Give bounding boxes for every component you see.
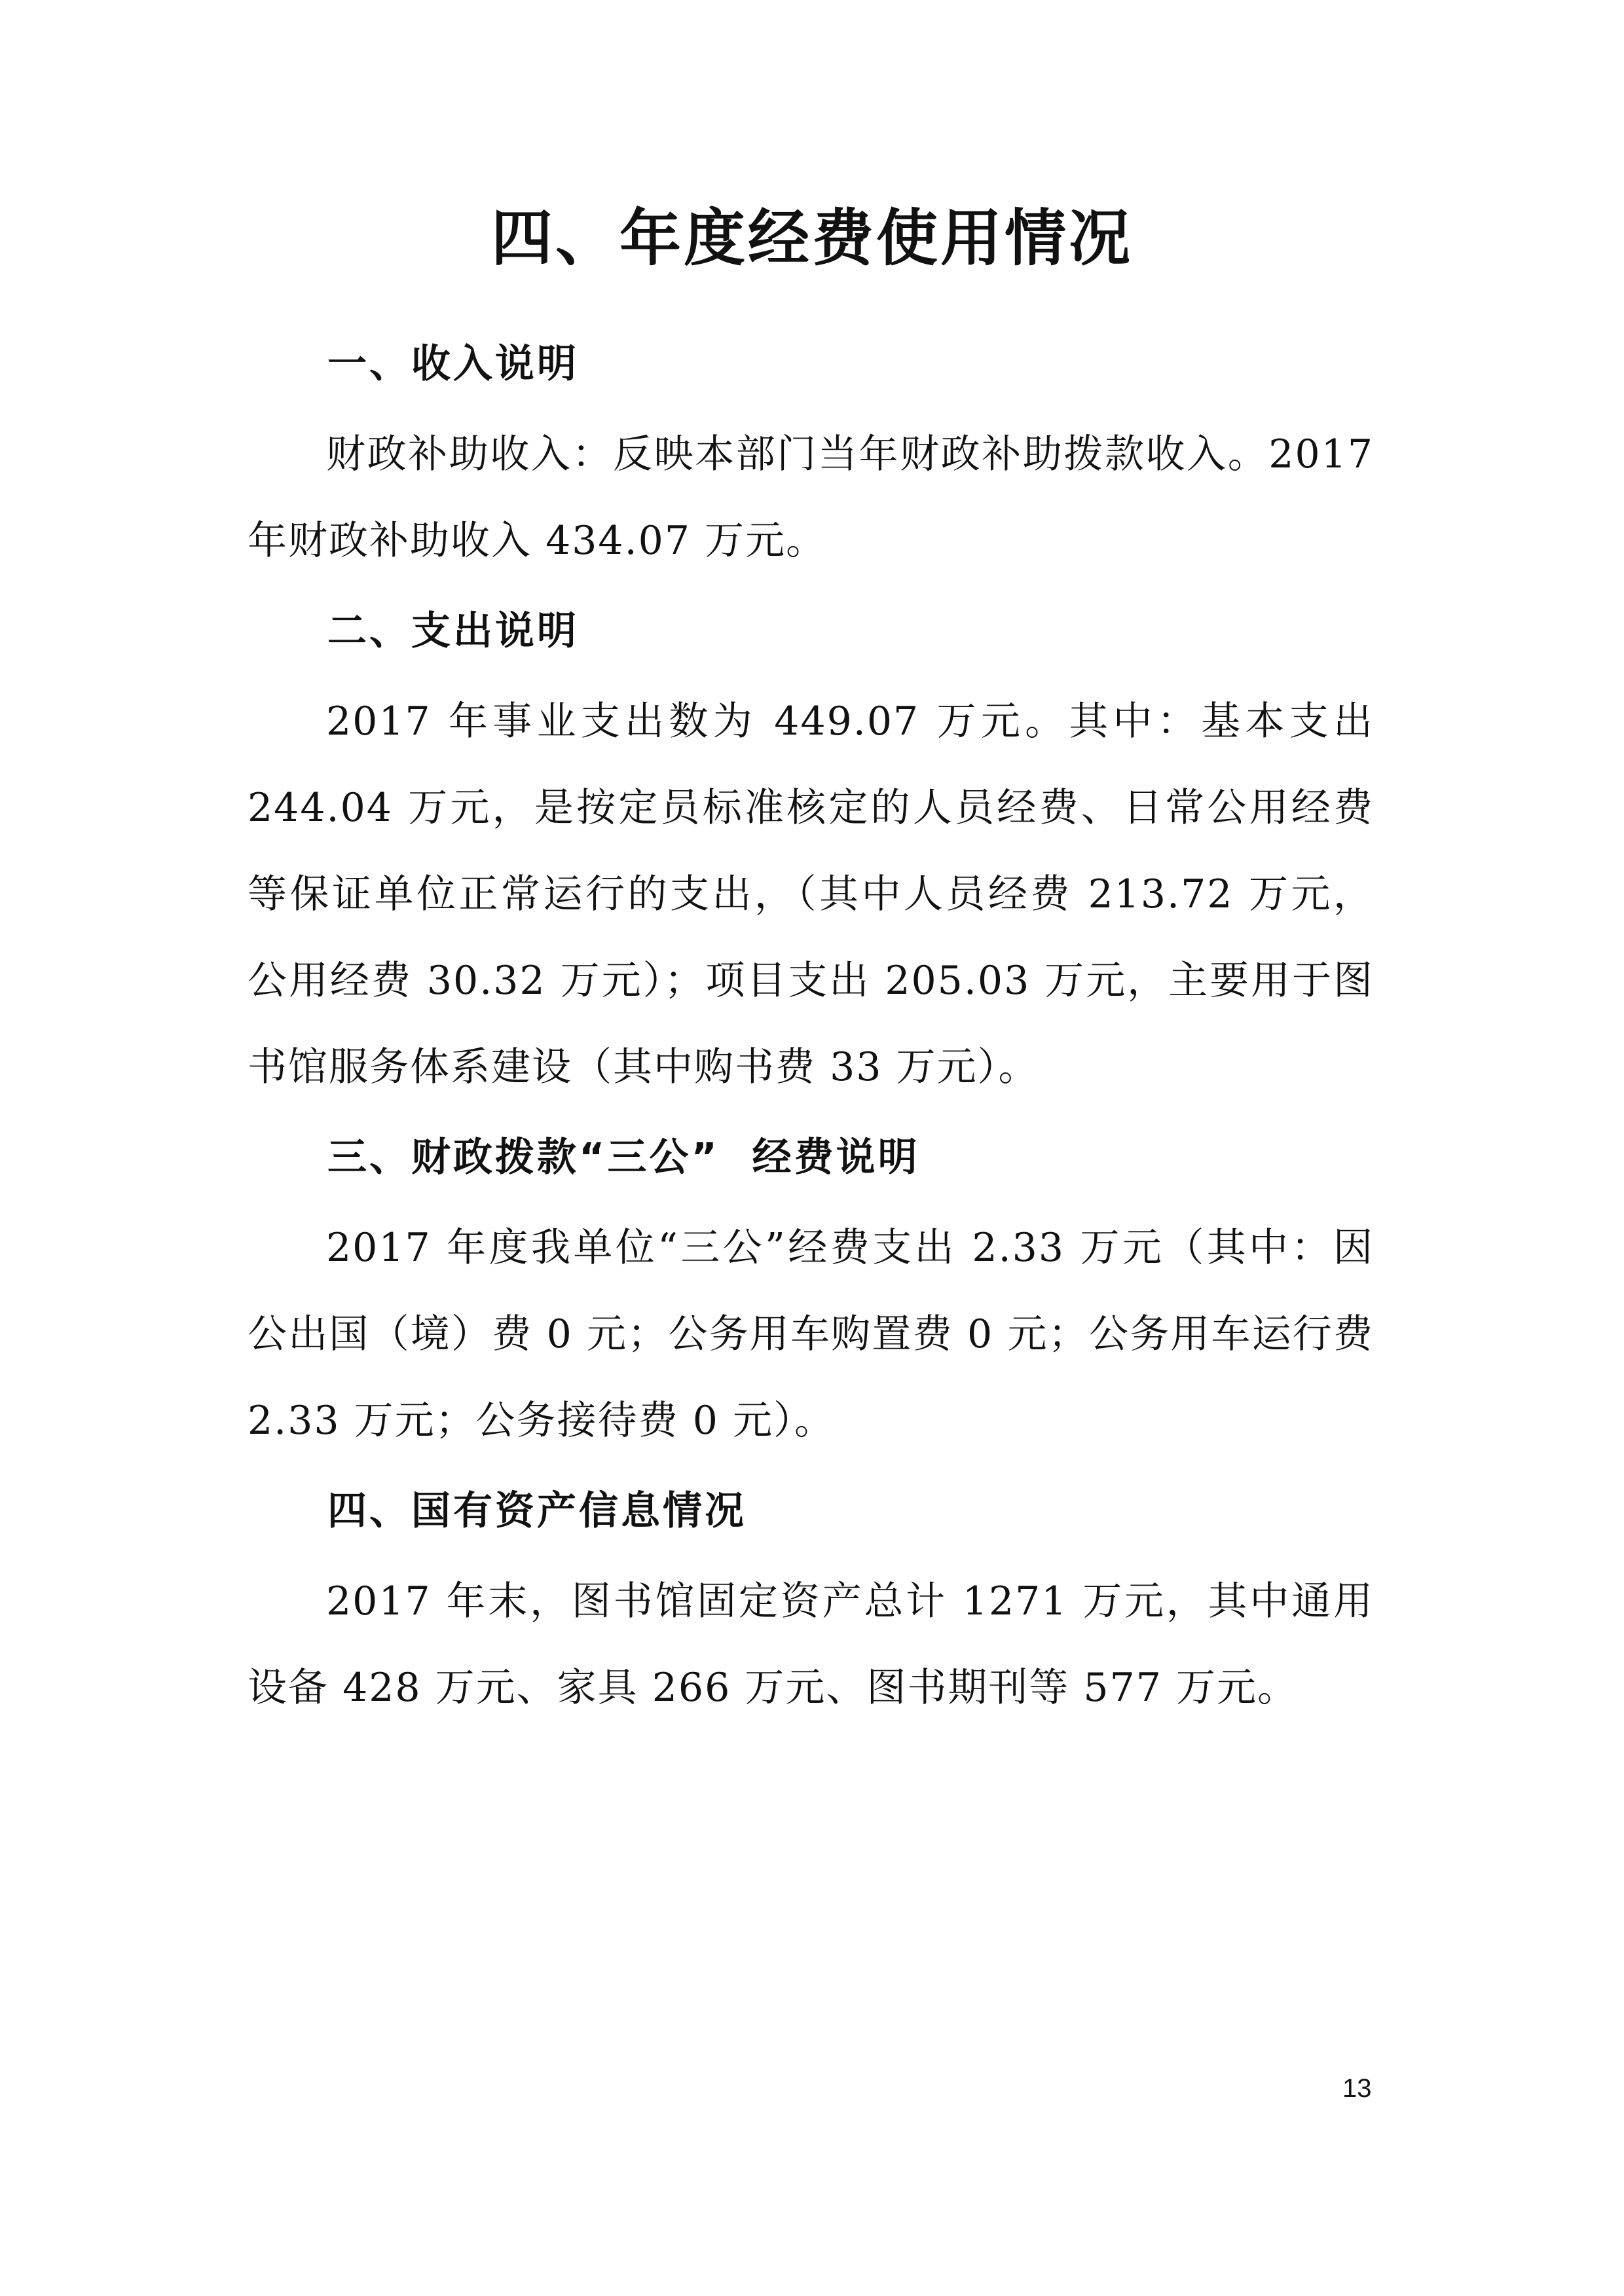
page-title: 四、年度经费使用情况	[490, 203, 1133, 274]
document-body	[248, 321, 1374, 1735]
section-heading-three-public: 三、财政拨款“三公” 经费说明	[327, 1135, 920, 1180]
section-heading-expenditure: 二、支出说明	[327, 608, 579, 654]
section-heading-state-assets: 四、国有资产信息情况	[327, 1488, 747, 1534]
section-paragraph-income: 财政补助收入：反映本部门当年财政补助拨款收入。2017年财政补助收入 434.07 万元。	[248, 431, 1374, 564]
section-paragraph-expenditure: 2017 年事业支出数为 449.07 万元。其中：基本支出244.04 万元，是按定员标准核定的人员经费、日常公用经费等保证单位正常运行的支出，（其中人员经费 213.72 万元，公用经费 30.32 万元）；项目支出 205.03 万元，主要用于图书馆服务体系建设（其中购书费 33 万元）。	[248, 699, 1374, 1090]
section-paragraph-state-assets: 2017 年末，图书馆固定资产总计 1271 万元，其中通用设备 428 万元、家具 266 万元、图书期刊等 577 万元。	[248, 1578, 1374, 1711]
page-number: 13	[1342, 2074, 1372, 2103]
section-heading-income: 一、收入说明	[327, 341, 579, 387]
section-paragraph-three-public: 2017 年度我单位“三公”经费支出 2.33 万元（其中：因公出国（境）费 0 元；公务用车购置费 0 元；公务用车运行费2.33 万元；公务接待费 0 元）。	[248, 1225, 1374, 1444]
